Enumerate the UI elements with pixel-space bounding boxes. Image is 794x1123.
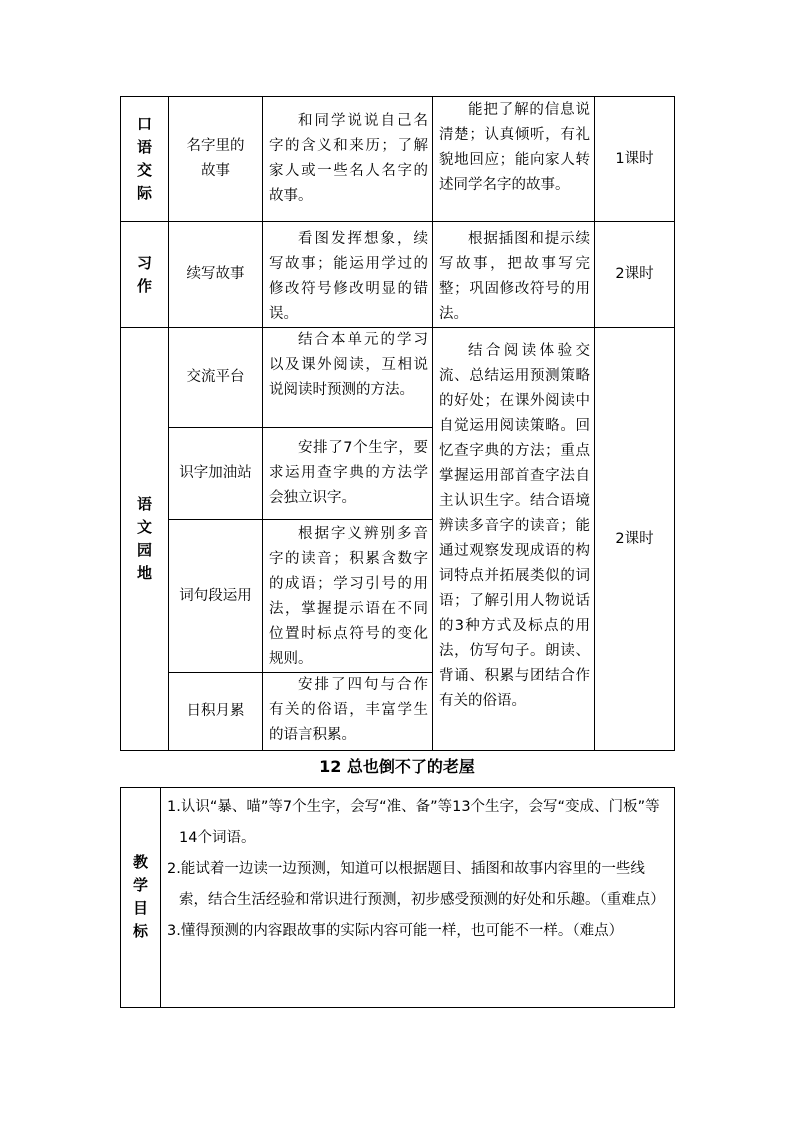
hours-cell: 1课时 — [595, 97, 675, 222]
section-label: 口语交际 — [136, 115, 152, 202]
content-cell — [263, 673, 433, 751]
goal-cell — [433, 97, 595, 222]
goals-header-cell — [121, 788, 161, 1008]
content-text: 看图发挥想象，续写故事；能运用学过的修改符号修改明显的错误。 — [269, 231, 428, 322]
content-text: 结合本单元的学习以及课外阅读，互相说说阅读时预测的方法。 — [269, 332, 428, 398]
item-name: 续写故事 — [169, 222, 263, 328]
content-text: 安排了7个生字，要求运用查字典的方法学会独立识字。 — [269, 440, 428, 506]
unit-plan-table — [120, 96, 675, 751]
goal-text: 能把了解的信息说清楚；认真倾听，有礼貌地回应；能向家人转述同学名字的故事。 — [439, 102, 590, 193]
item-name: 词句段运用 — [169, 520, 263, 673]
content-text: 根据字义辨别多音字的读音；积累含数字的成语；学习引号的用法，掌握提示语在不同位置时标点符号的变化规则。 — [269, 526, 428, 667]
goals-header: 教学目标 — [132, 853, 148, 940]
item-name-cell — [169, 97, 263, 222]
goal-item: 1.认识“暴、喵”等7个生字，会写“准、备”等13个生字，会写“变成、门板”等14个词语。 — [167, 799, 660, 846]
item-name: 日积月累 — [169, 673, 263, 751]
section-cell — [121, 222, 169, 328]
content-cell — [263, 328, 433, 428]
goal-cell — [433, 328, 595, 751]
content-cell — [263, 428, 433, 520]
item-name: 识字加油站 — [169, 428, 263, 520]
section-cell — [121, 97, 169, 222]
table-row — [121, 328, 675, 428]
hours-cell: 2课时 — [595, 328, 675, 751]
goal-item: 2.能试着一边读一边预测，知道可以根据题目、插图和故事内容里的一些线索，结合生活经验和常识进行预测，初步感受预测的好处和乐趣。（重难点） — [167, 861, 665, 908]
table-row — [121, 222, 675, 328]
content-text: 和同学说说自己名字的含义和来历；了解家人或一些名人名字的故事。 — [269, 113, 428, 204]
goal-item: 3.懂得预测的内容跟故事的实际内容可能一样，也可能不一样。（难点） — [167, 923, 624, 939]
content-cell — [263, 222, 433, 328]
content-cell — [263, 520, 433, 673]
content-text: 安排了四句与合作有关的俗语，丰富学生的语言积累。 — [269, 677, 428, 743]
goal-cell — [433, 222, 595, 328]
item-name: 名字里的故事 — [186, 138, 245, 179]
table-row — [121, 788, 675, 1008]
lesson-title: 12 总也倒不了的老屋 — [319, 757, 475, 776]
content-cell — [263, 97, 433, 222]
section-label: 习作 — [136, 253, 152, 295]
goals-cell — [161, 788, 675, 1008]
hours-cell: 2课时 — [595, 222, 675, 328]
goal-text: 结合阅读体验交流、总结运用预测策略的好处；在课外阅读中自觉运用阅读策略。回忆查字典的方法；重点掌握运用部首查字法自主认识生字。结合语境辨读多音字的读音；能通过观察发现成语的构词特点并拓展类似的词语；了解引用人物说话的3种方式及标点的用法，仿写句子。朗读、背诵、积累与团结合作有关的俗语。 — [439, 343, 590, 709]
table-row — [121, 97, 675, 222]
item-name: 交流平台 — [169, 328, 263, 428]
teaching-goals-table — [120, 787, 675, 1008]
goal-text: 根据插图和提示续写故事，把故事写完整；巩固修改符号的用法。 — [439, 231, 590, 322]
section-label: 语文园地 — [136, 495, 152, 582]
section-cell — [121, 328, 169, 751]
